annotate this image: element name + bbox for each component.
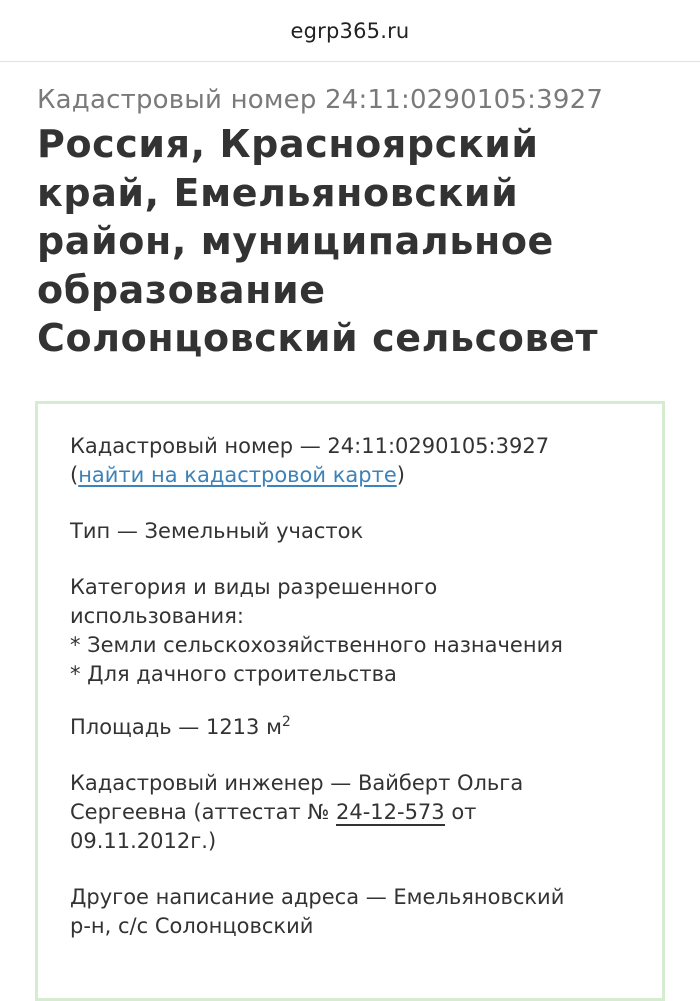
- certificate-prefix: Сергеевна (аттестат №: [70, 800, 336, 824]
- engineer-block: [70, 769, 640, 856]
- open-paren: (: [70, 463, 79, 487]
- domain-label[interactable]: egrp365.ru: [290, 18, 410, 43]
- category-label: Категория и виды разрешенного: [70, 575, 438, 599]
- alt-address-block: [70, 883, 640, 941]
- area-text: [70, 713, 640, 742]
- property-info-card: [35, 401, 665, 1001]
- engineer-certificate-line: [70, 798, 640, 827]
- area-block: [70, 713, 640, 742]
- map-link-line: [70, 461, 640, 490]
- category-label-cont: использования:: [70, 604, 244, 628]
- certificate-suffix: от: [444, 800, 477, 824]
- area-value: Площадь — 1213 м: [70, 715, 282, 739]
- certificate-number-link[interactable]: 24-12-573: [335, 800, 445, 824]
- cadastral-number-text: Кадастровый номер — 24:11:0290105:3927: [70, 434, 550, 458]
- title-line: Россия, Красноярский: [37, 122, 539, 166]
- alt-address-line: Другое написание адреса — Емельяновский: [70, 885, 565, 909]
- engineer-line: Кадастровый инженер — Вайберт Ольга: [70, 771, 524, 795]
- title-line: район, муниципальное: [37, 219, 554, 263]
- category-item: * Земли сельскохозяйственного назначения: [70, 633, 563, 657]
- alt-address-line: р-н, с/с Солонцовский: [70, 914, 314, 938]
- find-on-cadastral-map-link[interactable]: найти на кадастровой карте: [78, 463, 397, 487]
- property-info-content: [70, 432, 640, 968]
- title-line: Солонцовский сельсовет: [37, 316, 599, 360]
- page-header: [37, 82, 677, 363]
- close-paren: ): [396, 463, 405, 487]
- category-item: * Для дачного строительства: [70, 662, 397, 686]
- cadastral-number-block: [70, 432, 640, 490]
- category-block: [70, 573, 640, 689]
- type-text: Тип — Земельный участок: [70, 519, 364, 543]
- page-title: [37, 120, 677, 363]
- engineer-certificate-date: 09.11.2012г.): [70, 829, 217, 853]
- area-unit-exponent: 2: [281, 714, 291, 730]
- title-line: край, Емельяновский: [37, 170, 519, 215]
- browser-address-bar[interactable]: [0, 0, 700, 62]
- cadastral-subtitle: Кадастровый номер 24:11:0290105:3927: [37, 85, 604, 115]
- type-block: [70, 517, 640, 546]
- title-line: образование: [37, 267, 326, 312]
